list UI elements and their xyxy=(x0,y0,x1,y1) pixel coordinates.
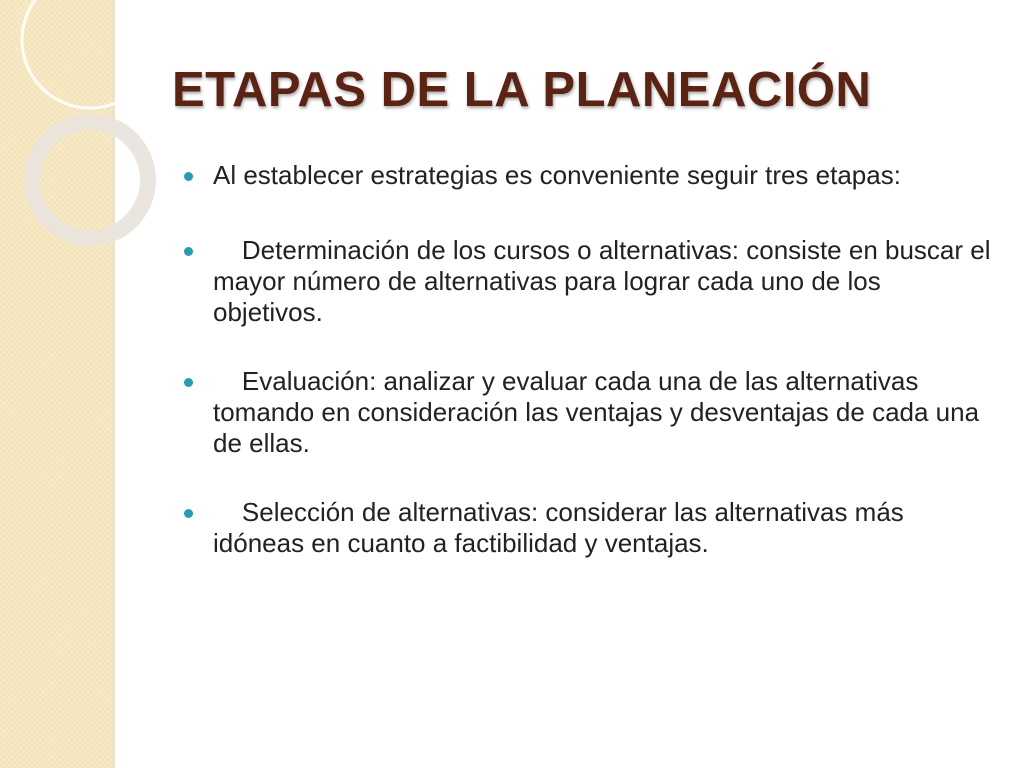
bullet-item-intro xyxy=(172,160,992,191)
bullet-text: Al establecer estrategias es conveniente seguir tres etapas: xyxy=(213,160,901,190)
bullet-text: Selección de alternativas: considerar las alternativas más idóneas en cuanto a factibilidad y ventajas. xyxy=(213,497,904,558)
bullet-dot-icon xyxy=(184,247,193,256)
decorative-side-band xyxy=(0,0,112,768)
bullet-item-seleccion xyxy=(172,497,992,559)
bullet-dot-icon xyxy=(184,509,193,518)
bullet-item-determinacion xyxy=(172,235,992,328)
bullet-text: Determinación de los cursos o alternativas: consiste en buscar el mayor número de alternativas para lograr cada uno de los objetivos. xyxy=(213,235,991,327)
side-band-edge xyxy=(112,0,115,768)
bullet-item-evaluacion xyxy=(172,366,992,459)
bullet-text: Evaluación: analizar y evaluar cada una de las alternativas tomando en consideración las ventajas y desventajas de cada una de ellas. xyxy=(213,366,980,458)
slide-title: ETAPAS DE LA PLANEACIÓN xyxy=(172,63,872,117)
bullet-list xyxy=(172,160,992,597)
bullet-dot-icon xyxy=(184,378,193,387)
bullet-dot-icon xyxy=(184,172,193,181)
